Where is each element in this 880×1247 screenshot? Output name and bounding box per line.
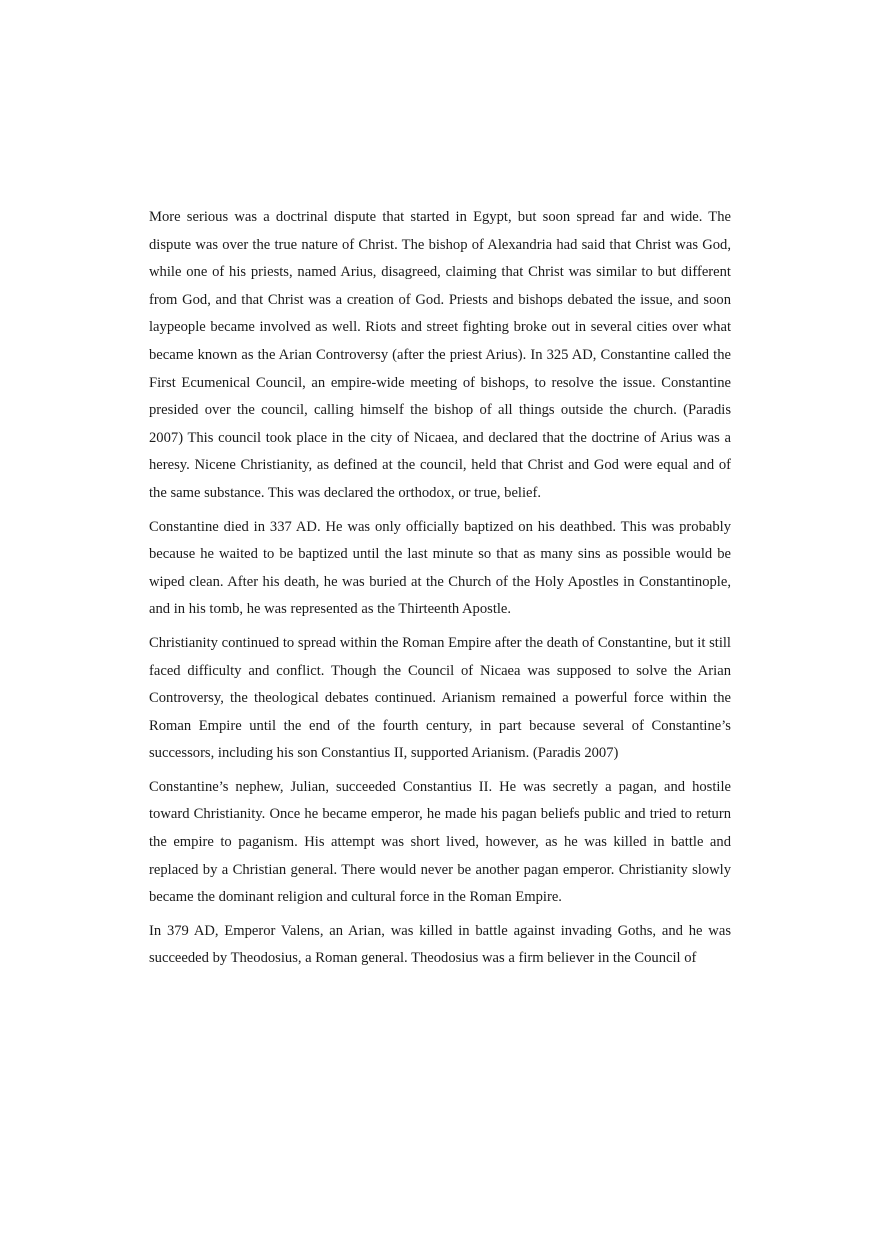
body-text [149,204,731,979]
paragraph-theodosius: In 379 AD, Emperor Valens, an Arian, was killed in battle against invading Goths, and he was succeeded by Theodosius, a Roman general. Theodosius was a firm believer in the Council of [149,922,731,967]
paragraph-constantine-death: Constantine died in 337 AD. He was only officially baptized on his deathbed. This was probably because he waited to be baptized until the last minute so that as many sins as possible would be wiped clean. After his death, he was buried at the Church of the Holy Apostles in Constantinople, and in his tomb, he was represented as the Thirteenth Apostle. [149,518,731,618]
paragraph-christianity-spread: Christianity continued to spread within the Roman Empire after the death of Constantine, but it still faced difficulty and conflict. Though the Council of Nicaea was supposed to solve the Arian Controversy, the theological debates continued. Arianism remained a powerful force within the Roman Empire until the end of the fourth century, in part because several of Constantine’s successors, including his son Constantius II, supported Arianism. (Paradis 2007) [149,634,731,762]
paragraph-julian: Constantine’s nephew, Julian, succeeded Constantius II. He was secretly a pagan, and hostile toward Christianity. Once he became emperor, he made his pagan beliefs public and tried to return the empire to paganism. His attempt was short lived, however, as he was killed in battle and replaced by a Christian general. There would never be another pagan emperor. Christianity slowly became the dominant religion and cultural force in the Roman Empire. [149,778,731,906]
paragraph-arian-controversy: More serious was a doctrinal dispute that started in Egypt, but soon spread far and wide. The dispute was over the true nature of Christ. The bishop of Alexandria had said that Christ was God, while one of his priests, named Arius, disagreed, claiming that Christ was similar to but different from God, and that Christ was a creation of God. Priests and bishops debated the issue, and soon laypeople became involved as well. Riots and street fighting broke out in several cities over what became known as the Arian Controversy (after the priest Arius). In 325 AD, Constantine called the First Ecumenical Council, an empire-wide meeting of bishops, to resolve the issue. Constantine presided over the council, calling himself the bishop of all things outside the church. (Paradis 2007) This council took place in the city of Nicaea, and declared that the doctrine of Arius was a heresy. Nicene Christianity, as defined at the council, held that Christ and God were equal and of the same substance. This was declared the orthodox, or true, belief. [149,209,731,501]
